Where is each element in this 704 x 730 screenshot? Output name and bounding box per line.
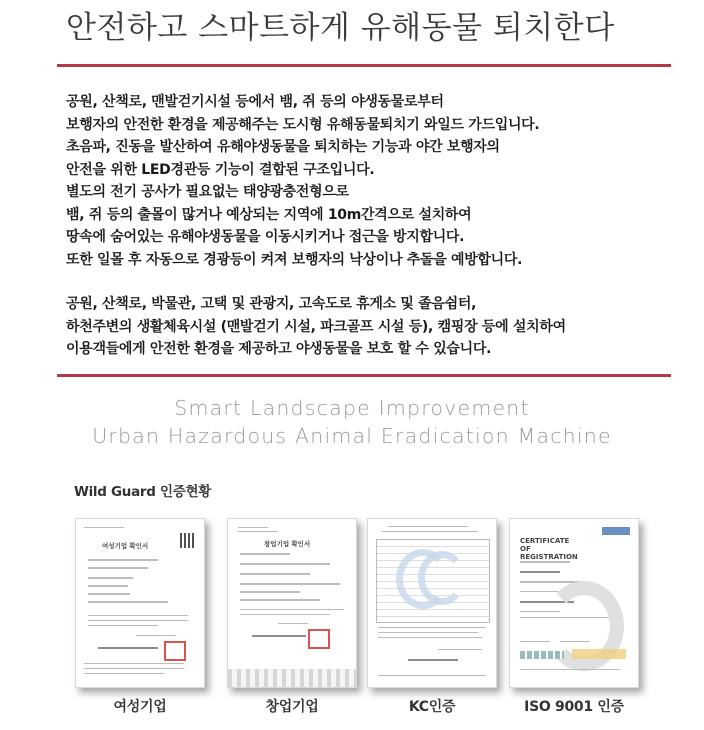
middle-divider (57, 374, 671, 377)
description-line: 또한 일몰 후 자동으로 경광등이 켜져 보행자의 낙상이나 추돌을 예방합니다. (66, 251, 523, 268)
description-line: 공원, 산책로, 박물관, 고택 및 관광지, 고속도로 휴게소 및 졸음쉼터, (66, 296, 477, 312)
description-line: 하천주변의 생활체육시설 (맨발걷기 시설, 파크골프 시설 등), 캠핑장 등에 설치하여 (66, 318, 566, 335)
description-line: 뱀, 쥐 등의 출몰이 많거나 예상되는 지역에 10m간격으로 설치하여 (66, 206, 472, 223)
certificate-document-image (227, 518, 357, 688)
page-title: 안전하고 스마트하게 유해동물 퇴치한다 (66, 10, 615, 46)
description-line: 별도의 전기 공사가 필요없는 태양광충전형으로 (66, 184, 349, 200)
certificate-startup-enterprise (222, 518, 362, 728)
english-tagline-1: Smart Landscape Improvement (174, 396, 530, 420)
certificate-women-enterprise (70, 518, 210, 728)
description-paragraph-2 (66, 293, 666, 361)
certificate-iso9001 (504, 518, 644, 728)
certificate-caption: 여성기업 (113, 699, 167, 715)
top-divider (57, 64, 671, 67)
certificate-doc-title: 여성기업 확인서 (102, 542, 149, 550)
description-line: 땅속에 숨어있는 유해야생동물을 이동시키거나 접근을 방지합니다. (66, 229, 465, 245)
description-line: 이용객들에게 안전한 환경을 제공하고 야생동물을 보호 할 수 있습니다. (66, 341, 492, 357)
description (66, 91, 666, 383)
certificate-caption: ISO 9001 인증 (524, 699, 624, 715)
certificate-doc-title: CERTIFICATE OF REGISTRATION (520, 537, 578, 561)
description-line: 공원, 산책로, 맨발걷기시설 등에서 뱀, 쥐 등의 야생동물로부터 (66, 94, 444, 110)
description-line: 초음파, 진동을 발산하여 유해야생동물을 퇴치하는 기능과 야간 보행자의 (66, 139, 500, 155)
certificate-caption: KC인증 (408, 699, 456, 715)
description-paragraph-1 (66, 91, 666, 271)
description-line: 안전을 위한 LED경관등 기능이 결합된 구조입니다. (66, 161, 375, 178)
certificate-document-image (367, 518, 497, 688)
certificate-document-image (75, 518, 205, 688)
description-line: 보행자의 안전한 환경을 제공해주는 도시형 유해동물퇴치기 와일드 가드입니다. (66, 116, 540, 133)
certificate-document-image (509, 518, 639, 688)
certificate-caption: 창업기업 (265, 699, 319, 715)
english-tagline-2: Urban Hazardous Animal Eradication Machine (92, 424, 612, 448)
certificate-kc (362, 518, 502, 728)
certification-heading: Wild Guard 인증현황 (74, 484, 211, 500)
certificate-doc-title: 창업기업 확인서 (264, 540, 311, 548)
